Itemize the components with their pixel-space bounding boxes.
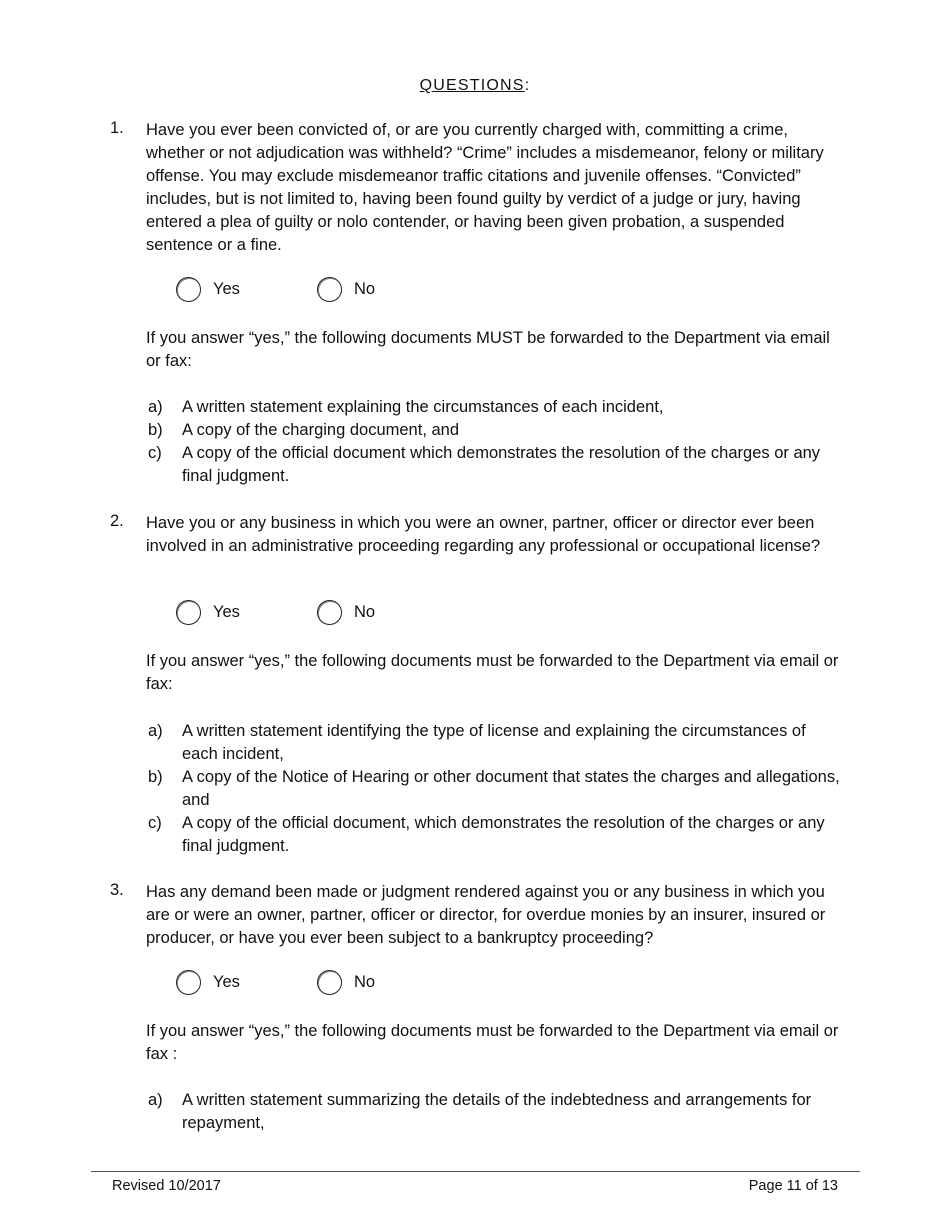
q2-yes-radio[interactable]: Yes [176,600,240,625]
list-item: a) A written statement explaining the circumstances of each incident, [148,398,664,416]
question-text: Have you ever been convicted of, or are you currently charged with, committing a crime, whether or not adjudication was withheld? “Crime” includes a misdemeanor, felony or military offense. You may exclude misdemeanor traffic citations and juvenile offenses. “Convicted” includes, but is not limited to, having been found guilty by verdict of a judge or jury, having entered a plea of guilty or nolo contender, or having been given probation, a suspended sentence or a fine. [146,121,824,254]
radio-circle-icon[interactable] [317,600,342,625]
q2-no-radio[interactable]: No [317,600,375,625]
q3-no-radio[interactable]: No [317,970,375,995]
question-1 [110,119,850,257]
list-item: b) A copy of the Notice of Hearing or other document that states the charges and allegations, and [148,768,840,809]
q2-document-list [146,720,846,858]
q1-instruction: If you answer “yes,” the following documents MUST be forwarded to the Department via email or fax: [146,329,830,370]
radio-circle-icon[interactable] [317,277,342,302]
list-item: a) A written statement summarizing the details of the indebtedness and arrangements for repayment, [148,1091,812,1132]
q1-yes-radio[interactable]: Yes [176,277,240,302]
question-number: 2. [110,512,124,530]
page-number: Page 11 of 13 [748,1178,838,1194]
q1-no-radio[interactable]: No [317,277,375,302]
list-item: b) A copy of the charging document, and [148,421,460,439]
radio-circle-icon[interactable] [317,970,342,995]
list-item: c) A copy of the official document which demonstrates the resolution of the charges or any final judgment. [148,444,821,485]
q3-document-list [146,1089,846,1135]
q3-yes-radio[interactable]: Yes [176,970,240,995]
radio-circle-icon[interactable] [176,600,201,625]
question-text: Have you or any business in which you were an owner, partner, officer or director ever been involved in an administrative proceeding regarding any professional or occupational license? [146,514,821,555]
radio-circle-icon[interactable] [176,277,201,302]
revision-date: Revised 10/2017 [112,1178,221,1194]
q1-document-list [146,396,846,488]
question-number: 1. [110,119,124,137]
q2-instruction: If you answer “yes,” the following documents must be forwarded to the Department via email or fax: [146,652,839,693]
question-number: 3. [110,881,124,899]
list-item: a) A written statement identifying the type of license and explaining the circumstances of each incident, [148,722,806,763]
question-3 [110,881,850,950]
list-item: c) A copy of the official document, which demonstrates the resolution of the charges or any final judgment. [148,814,825,855]
q3-instruction: If you answer “yes,” the following documents must be forwarded to the Department via email or fax : [146,1022,839,1063]
question-2 [110,512,850,558]
footer-divider [91,1171,860,1172]
page-title: QUESTIONS: [419,77,531,94]
radio-circle-icon[interactable] [176,970,201,995]
question-text: Has any demand been made or judgment rendered against you or any business in which you are or were an owner, partner, officer or director, for overdue monies by an insurer, insured or producer, or have you ever been subject to a bankruptcy proceeding? [146,883,826,947]
